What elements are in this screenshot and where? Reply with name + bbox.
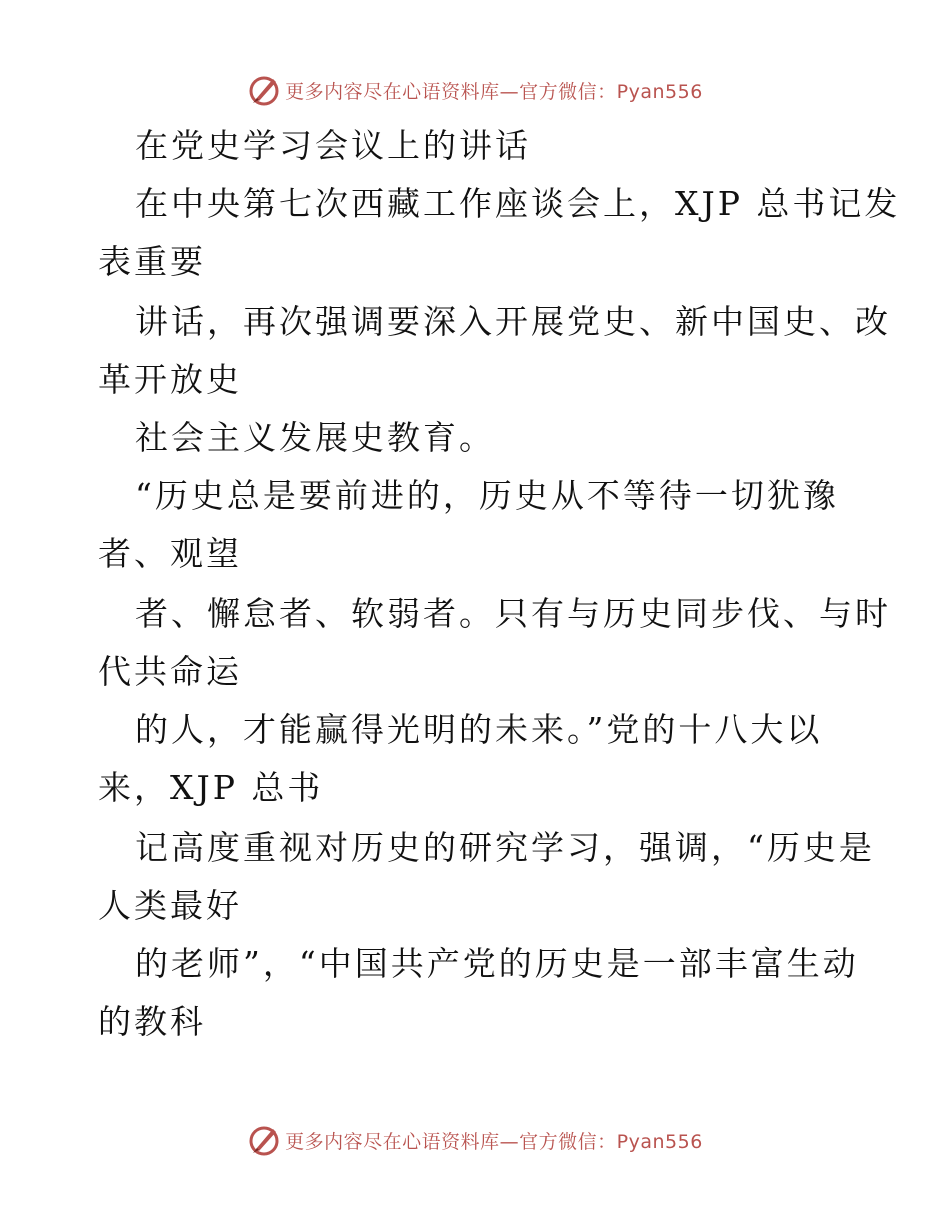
quill-pen-logo-icon (247, 73, 281, 107)
paragraph-line: 表重要 (98, 242, 206, 281)
paragraph-line: 代共命运 (98, 652, 242, 691)
paragraph-line: 的老师”，“中国共产党的历史是一部丰富生动 (135, 944, 859, 983)
paragraph-line: 人类最好 (98, 886, 242, 925)
paragraph-line: 革开放史 (98, 360, 242, 399)
paragraph-line: 在中央第七次西藏工作座谈会上，XJP 总书记发 (135, 184, 901, 223)
paragraph-line: 社会主义发展史教育。 (135, 418, 495, 457)
paragraph-line: 的人，才能赢得光明的未来。”党的十八大以 (135, 710, 823, 749)
header-watermark (0, 70, 950, 110)
document-title: 在党史学习会议上的讲话 (135, 126, 531, 165)
paragraph-line: 来，XJP 总书 (98, 768, 324, 807)
paragraph-line: “历史总是要前进的，历史从不等待一切犹豫 (135, 476, 839, 515)
paragraph-line: 者、观望 (98, 534, 242, 573)
paragraph-line: 记高度重视对历史的研究学习，强调，“历史是 (135, 828, 875, 867)
watermark-text: 更多内容尽在心语资料库—官方微信：Pyan556 (285, 80, 703, 103)
paragraph-line: 者、懈怠者、软弱者。只有与历史同步伐、与时 (135, 594, 891, 633)
paragraph-line: 的教科 (98, 1002, 206, 1041)
paragraph-line: 讲话，再次强调要深入开展党史、新中国史、改 (135, 302, 891, 341)
quill-pen-logo-icon (247, 1123, 281, 1157)
footer-watermark (0, 1120, 950, 1160)
watermark-text: 更多内容尽在心语资料库—官方微信：Pyan556 (285, 1130, 703, 1153)
